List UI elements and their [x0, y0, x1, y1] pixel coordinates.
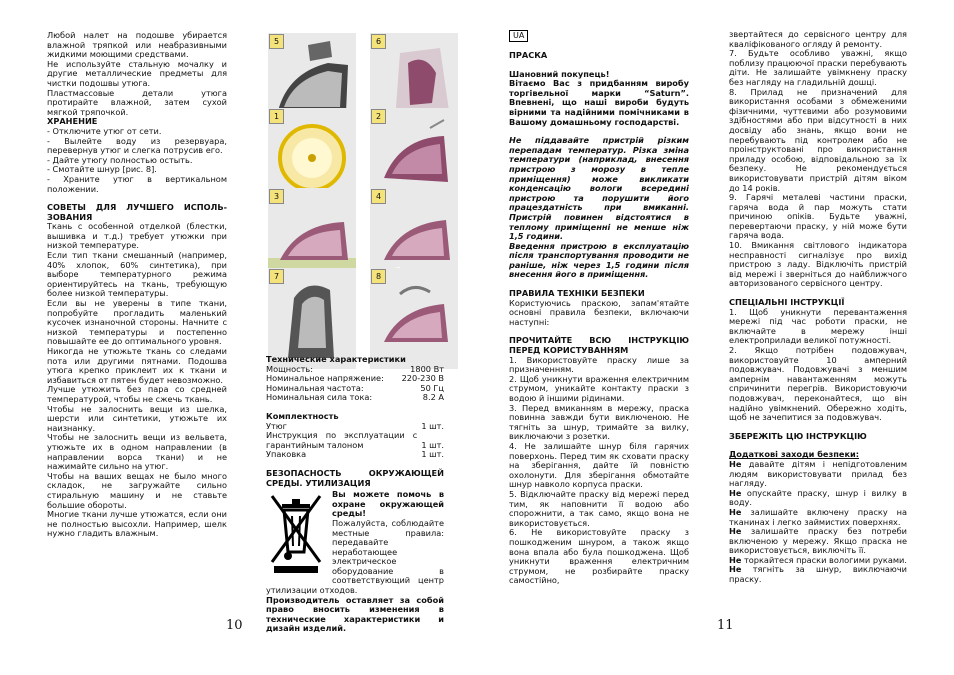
emphasis: Не	[729, 554, 742, 565]
welcome-text: Вітаємо Вас з придбанням виробу торгівельної марки “Saturn”. Впевнені, що наші вироби будуть вірними та надійними помічниками в Вашому домашньому господарстві.	[509, 78, 689, 127]
spec-label: Мощность:	[266, 363, 314, 374]
emphasis: Не	[729, 458, 742, 469]
paragraph: Никогда не утюжьте ткань со следами пота или другими пятнами. Подошва утюга крепко приклеит их к ткани и избавиться от пятен будет невозможно.	[47, 346, 227, 385]
spec-value: 50 Гц	[420, 382, 444, 393]
language-tag: UA	[509, 30, 528, 42]
list-item: 4. Не залишайте шнур біля гарячих поверхонь. Перед тим як сховати праску на зберігання, дайте їй повністю охолонути. Для зберігання обмотайте шнур навколо корпуса праски.	[509, 440, 689, 490]
figure-number: 7	[269, 269, 284, 284]
kit-table	[266, 422, 444, 460]
figure-number: 1	[269, 109, 284, 124]
paragraph: Пластмассовые детали утюга протирайте влажной, затем сухой мягкой тряпочкой.	[47, 87, 227, 117]
rules-heading: ПРАВИЛА ТЕХНІКИ БЕЗПЕКИ	[509, 288, 645, 299]
left-column-1	[47, 31, 227, 539]
kit-label: Утюг	[266, 420, 287, 431]
spec-value: 1800 Вт	[410, 363, 444, 374]
table-row	[266, 393, 444, 403]
list-item: 9. Гарячі металеві частини праски, гаряча вода й пар можуть стати причиною опіків. Будьте уважні, перевертаючи праску, у ній може бути гаряча вода.	[729, 192, 907, 241]
right-column-2	[729, 30, 907, 585]
spec-label: Номинальное напряжение:	[266, 373, 384, 384]
rules-intro: Користуючись праскою, запам'ятайте основні правила безпеки, включаючи наступні:	[509, 297, 689, 327]
list-item: 5. Відключайте праску від мережі перед тим, як наповнити її водою або спорожнити, а так само, якщо вона не використовується.	[509, 488, 689, 528]
paragraph: Лучше утюжить без пара со средней температурой, чтобы не сжечь ткань.	[47, 384, 227, 404]
item-text: опускайте праску, шнур і вилку в воду.	[729, 487, 907, 508]
page-number-right: 11	[717, 618, 734, 633]
paragraph: Чтобы на ваших вещах не было много складок, не загружайте сильно стиральную машину и не ставьте большие обороты.	[47, 470, 227, 510]
spec-value: 220-230 В	[401, 373, 444, 384]
list-item	[729, 508, 907, 527]
figure-number: 8	[371, 269, 386, 284]
paragraph: Чтобы не залоснить вещи из шелка, шерсти или синтетики, утюжьте их наизнанку.	[47, 403, 227, 433]
item-text: тягніть за шнур, виключаючи праску.	[729, 564, 907, 585]
page-number-left: 10	[226, 618, 243, 633]
left-column-2	[266, 355, 444, 634]
eco-text: Пожалуйста, соблюдайте местные правила: передавайте неработающее электрическое оборудование в соответствующий центр утилизации отходов.	[266, 517, 444, 596]
spec-label: Номинальная сила тока:	[266, 392, 373, 403]
kit-heading: Комплектность	[266, 410, 339, 421]
list-item	[729, 489, 907, 508]
spec-label: Номинальная частота:	[266, 382, 364, 393]
figure-number: 4	[371, 189, 386, 204]
advice-heading: СОВЕТЫ ДЛЯ ЛУЧШЕГО ИСПОЛЬ-ЗОВАНИЯ	[47, 202, 227, 222]
list-item: 2. Якщо потрібен подовжувач, використовуйте 10 амперний подовжувач. Подовжувачі з меншим ампернім навантаженням можуть спричинити перегрів. Використовуючи подовжувач, переконайтеся, що він надійно увімкнений. Обережно ходіть, щоб не зачепитися за подовжувач.	[729, 345, 907, 423]
emphasis: Не	[729, 526, 742, 537]
crossed-out-bin-icon	[266, 490, 326, 576]
item-text: торкайтеся праски вологими руками.	[741, 554, 907, 565]
list-item: 7. Будьте особливо уважні, якщо поблизу працюючої праски перебувають діти. Не залишайте увімкнену праску без нагляду на гладильній дошці.	[729, 48, 907, 87]
list-item: 3. Перед вмиканням в мережу, праска повинна завжди бути виключеною. Не тягніть за шнур, тримайте за вилку, виключаючи з розетки.	[509, 402, 689, 442]
list-item: 1. Використовуйте праску лише за призначенням.	[509, 354, 689, 375]
list-item: звертайтеся до сервісного центру для кваліфікованого огляду й ремонту.	[729, 29, 907, 49]
maker-note: Производитель оставляет за собой право вносить изменения в технические характеристики и дизайн изделий.	[266, 594, 444, 634]
specs-table	[266, 365, 444, 403]
list-item: 1. Щоб уникнути перевантаження мережі під час роботи праски, не включайте в мережу інші електроприлади великої потужності.	[729, 306, 907, 346]
paragraph: Чтобы не залоснить вещи из вельвета, утюжьте их в одном направлении (в направлении ворса ткани) и не нажимайте сильно на утюг.	[47, 432, 227, 472]
emphasis: Не	[729, 564, 742, 575]
list-item: - Дайте утюгу полностью остыть.	[47, 154, 193, 165]
spec-value: 8.2 А	[422, 392, 444, 403]
specs-heading: Технические характеристики	[266, 354, 406, 364]
kit-value: 1 шт.	[421, 420, 444, 431]
warning-text: Не піддавайте пристрій різким перепадам температур. Різка зміна температури (наприклад, внесення пристрою з морозу в тепле приміщення) може викликати конденсацію вологи всередині пристрою та порушити його працездатність при вмиканні. Пристрій повинен відстоятися в теплому приміщенні не менше ніж 1,5 години.	[509, 135, 689, 242]
item-text: залишайте праску без потреби включеною у мережу. Якщо праска не використовується, виключіть її.	[729, 526, 907, 556]
list-item: 10. Вмикання світлового індикатора несправності сигналізує про вихід пристрою з ладу. Відключіть пристрій від мережі і зверніться до найближчого авторизованого сервісного центру.	[729, 240, 907, 289]
figure-number: 3	[269, 189, 284, 204]
product-title: ПРАСКА	[509, 50, 548, 60]
greeting: Шановний покупець!	[509, 68, 610, 79]
eco-block	[266, 490, 444, 596]
kit-value: 1 шт.	[421, 449, 444, 460]
extra-heading: Додаткові заходи безпеки:	[729, 449, 860, 460]
list-item	[729, 460, 907, 489]
list-item: 6. Не використовуйте праску з пошкодженим шнуром, а також якщо вона впала або була пошкоджена. Щоб уникнути враження електричним струмом, не розбирайте праску самостійно,	[509, 527, 689, 586]
kit-label: Инструкция по эксплуатации с гарантийным талоном	[266, 430, 418, 450]
warning-text-2: Введення пристрою в експлуатацію після транспортування проводити не раніше, ніж через 1,5 години після внесення його в приміщення.	[509, 240, 689, 280]
emphasis: Не	[729, 487, 742, 498]
list-item: - Храните утюг в вертикальном положении.	[47, 173, 227, 194]
paragraph: Любой налет на подошве убирается влажной тряпкой или неабразивными жидкими моющими средствами.	[47, 30, 227, 60]
list-item: 2. Щоб уникнути враження електричним струмом, уникайте контакту праски з водою й іншими рідинами.	[509, 373, 689, 403]
read-heading: ПРОЧИТАЙТЕ ВСЮ ІНСТРУКЦІЮ ПЕРЕД КОРИСТУВАННЯМ	[509, 335, 689, 356]
kit-value: 1 шт.	[421, 439, 444, 450]
table-row	[266, 450, 444, 460]
list-item	[729, 565, 907, 584]
list-item: - Вылейте воду из резервуара, перевернув утюг и слегка потрусив его.	[47, 135, 227, 156]
figure-number: 6	[371, 34, 386, 49]
special-heading: СПЕЦІАЛЬНІ ІНСТРУКЦІЇ	[729, 297, 845, 308]
item-text: залишайте включену праску на тканинах і легко займистих поверхнях.	[729, 506, 907, 527]
paragraph: Ткань с особенной отделкой (блестки, вышивка и т.д.) требует утюжки при низкой температуре.	[47, 221, 227, 251]
list-item: - Смотайте шнур [рис. 8].	[47, 164, 157, 175]
table-row	[266, 431, 444, 450]
paragraph: Если вы не уверены в типе ткани, попробуйте прогладить маленький кусочек изнаночной стороны. Начните с низкой температуры и постепенно повышайте ее до оптимального уровня.	[47, 298, 227, 347]
list-item: 8. Прилад не призначений для використання особами з обмеженими фізичними, чуттєвими або розумовими здібностями або при відсутності в них досвіду або знань, якщо вони не перебувають під контролем або не проінструктовані про використання приладу особою, відповідальною за їх безпеку. Не рекомендується використовувати пристрій дітям віком до 14 років.	[729, 86, 907, 193]
eco-bold-text: Вы можете помочь в охране окружающей среды!	[332, 489, 444, 519]
right-column-1	[509, 30, 689, 586]
paragraph: Если тип ткани смешанный (например, 40% хлопок, 60% синтетика), при выборе температурного режима ориентируйтесь на ткань, требующую более низкой температуры.	[47, 250, 227, 299]
list-item: - Отключите утюг от сети.	[47, 125, 162, 136]
emphasis: Не	[729, 506, 742, 517]
kit-label: Упаковка	[266, 449, 307, 460]
eco-heading: БЕЗОПАСНОСТЬ ОКРУЖАЮЩЕЙ СРЕДЫ. УТИЛИЗАЦИЯ	[266, 467, 444, 488]
keep-heading: ЗБЕРЕЖІТЬ ЦЮ ІНСТРУКЦІЮ	[729, 430, 867, 441]
item-text: давайте дітям і непідготовленим людям використовувати прилад без нагляду.	[729, 458, 907, 489]
list-item	[729, 527, 907, 556]
figure-number: 2	[371, 109, 386, 124]
paragraph: Многие ткани лучше утюжатся, если они не полностью высохли. Например, шелк нужно гладить влажным.	[47, 509, 227, 539]
paragraph: Не используйте стальную мочалку и другие металлические предметы для чистки подошвы утюга.	[47, 58, 227, 88]
figure-number: 5	[269, 34, 284, 49]
storage-heading: ХРАНЕНИЕ	[47, 116, 98, 127]
